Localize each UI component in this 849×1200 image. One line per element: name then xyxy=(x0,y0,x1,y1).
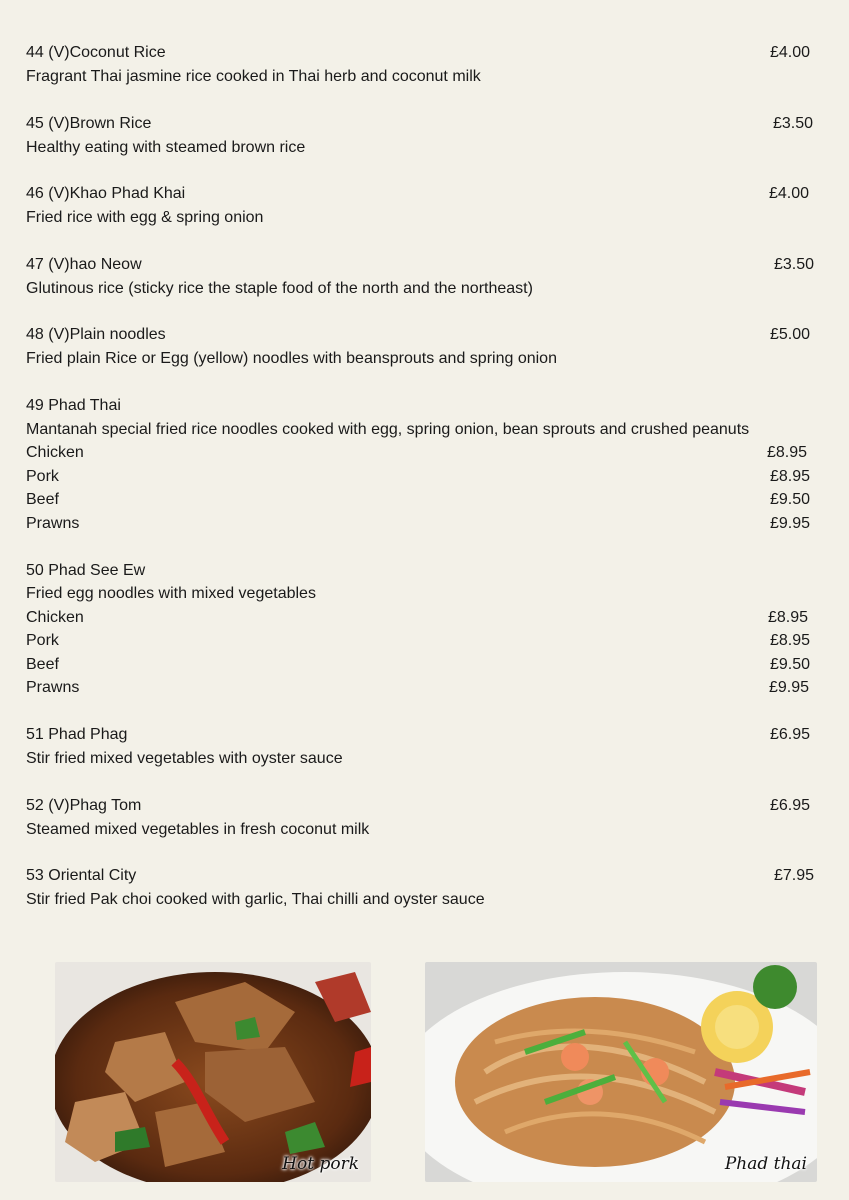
item-description: Glutinous rice (sticky rice the staple food of the north and the northeast) xyxy=(26,280,533,297)
item-description: Fried egg noodles with mixed vegetables xyxy=(26,585,316,602)
item-description: Healthy eating with steamed brown rice xyxy=(26,139,306,156)
option-price: £8.95 xyxy=(768,609,809,626)
item-price: £4.00 xyxy=(770,44,811,61)
item-description: Mantanah special fried rice noodles cooked with egg, spring onion, bean sprouts and crushed peanuts xyxy=(26,421,750,438)
option-price: £8.95 xyxy=(770,468,811,485)
photo-caption: Hot pork xyxy=(282,1154,359,1174)
item-name: 49 Phad Thai xyxy=(26,397,121,414)
option-label: Prawns xyxy=(26,515,80,532)
item-description: Stir fried mixed vegetables with oyster sauce xyxy=(26,750,343,767)
option-price: £8.95 xyxy=(770,632,811,649)
item-name: 50 Phad See Ew xyxy=(26,562,146,579)
option-price: £9.95 xyxy=(770,515,811,532)
item-price: £3.50 xyxy=(773,115,814,132)
item-description: Steamed mixed vegetables in fresh coconut milk xyxy=(26,821,370,838)
hot-pork-photo xyxy=(55,962,371,1182)
item-name: 48 (V)Plain noodles xyxy=(26,326,166,343)
item-name: 46 (V)Khao Phad Khai xyxy=(26,185,186,202)
option-label: Pork xyxy=(26,632,59,649)
phad-thai-image xyxy=(425,962,817,1182)
hot-pork-image xyxy=(55,962,371,1182)
item-price: £3.50 xyxy=(774,256,815,273)
option-price: £8.95 xyxy=(767,444,808,461)
item-name: 52 (V)Phag Tom xyxy=(26,797,142,814)
item-price: £6.95 xyxy=(770,797,811,814)
option-label: Chicken xyxy=(26,444,84,461)
option-label: Chicken xyxy=(26,609,84,626)
phad-thai-photo xyxy=(425,962,817,1182)
item-description: Stir fried Pak choi cooked with garlic, Thai chilli and oyster sauce xyxy=(26,891,485,908)
photo-caption: Phad thai xyxy=(724,1154,807,1174)
item-description: Fried rice with egg & spring onion xyxy=(26,209,264,226)
option-price: £9.50 xyxy=(770,656,811,673)
item-description: Fragrant Thai jasmine rice cooked in Thai herb and coconut milk xyxy=(26,68,481,85)
item-name: 45 (V)Brown Rice xyxy=(26,115,152,132)
item-name: 51 Phad Phag xyxy=(26,726,128,743)
option-price: £9.95 xyxy=(769,679,810,696)
item-price: £5.00 xyxy=(770,326,811,343)
item-price: £6.95 xyxy=(770,726,811,743)
item-name: 44 (V)Coconut Rice xyxy=(26,44,166,61)
option-price: £9.50 xyxy=(770,491,811,508)
option-label: Prawns xyxy=(26,679,80,696)
option-label: Beef xyxy=(26,491,59,508)
option-label: Pork xyxy=(26,468,59,485)
item-price: £7.95 xyxy=(774,867,815,884)
item-description: Fried plain Rice or Egg (yellow) noodles with beansprouts and spring onion xyxy=(26,350,557,367)
item-name: 47 (V)hao Neow xyxy=(26,256,142,273)
item-price: £4.00 xyxy=(769,185,810,202)
option-label: Beef xyxy=(26,656,59,673)
item-name: 53 Oriental City xyxy=(26,867,137,884)
